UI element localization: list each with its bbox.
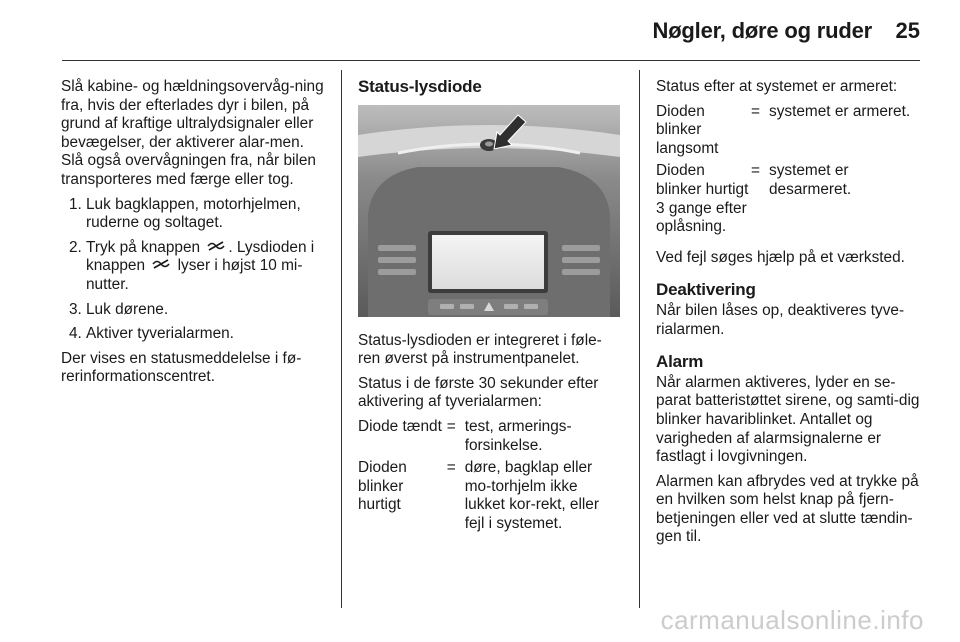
intro-paragraph: Slå kabine- og hældningsovervåg-ning fra, hvis der efterlades dyr i bilen, på grund af kraftige ultralydsignaler eller bevægelser, der aktiverer alar-men. Slå også overvågningen fra, når bilen transporteres med færge eller tog. — [61, 78, 324, 188]
status-table-row — [358, 459, 620, 533]
step-text-pre: Tryk på knappen — [86, 238, 201, 256]
page-number: 25 — [895, 18, 920, 43]
step-number: 2. — [69, 238, 82, 256]
status-key: Dioden blinker hurtigt — [358, 459, 407, 514]
status-key: Dioden blinker hurtigt 3 gange efter oplåsning. — [656, 162, 749, 236]
step-number: 3. — [69, 300, 82, 318]
step-number: 1. — [69, 195, 82, 213]
alarm-paragraph-1: Når alarmen aktiveres, lyder en se-parat batteristøttet sirene, og samti-dig blinker havariblinket. Antallet og varigheden af alarmsignalerne er fastlagt i lovgivningen. — [656, 373, 920, 466]
status-led-paragraph-1: Status-lysdioden er integreret i føle-ren øverst på instrumentpanelet. — [358, 331, 602, 368]
status-equals: = — [751, 162, 760, 180]
list-item — [61, 301, 327, 320]
header-rule — [62, 60, 920, 61]
status-value: systemet er armeret. — [769, 102, 911, 120]
status-table-row — [358, 418, 620, 455]
column-divider-1 — [341, 70, 342, 608]
list-item — [61, 325, 327, 344]
alarm-paragraph-2: Alarmen kan afbrydes ved at trykke på en hvilken som helst knap på fjern-betjeningen eller ved at slutte tændin-gen til. — [656, 472, 919, 546]
status-table-row — [656, 103, 926, 159]
status-key: Diode tændt — [358, 417, 442, 435]
deactivation-heading: Deaktivering — [656, 280, 756, 300]
workshop-paragraph: Ved fejl søges hjælp på et værksted. — [656, 248, 905, 266]
spacer — [656, 241, 926, 249]
status-value: døre, bagklap eller mo-torhjelm ikke lukket kor-rekt, eller fejl i systemet. — [464, 459, 599, 532]
status-equals: = — [446, 459, 456, 477]
step-text: Luk dørene. — [86, 300, 169, 318]
instrument-panel-image — [358, 105, 620, 317]
steps-list — [61, 196, 327, 344]
alarm-heading: Alarm — [656, 352, 704, 372]
column-divider-2 — [639, 70, 640, 608]
status-led-paragraph-2: Status i de første 30 sekunder efter aktivering af tyverialarmen: — [358, 374, 599, 411]
outro-paragraph: Der vises en statusmeddelelse i fø-rerinformationscentret. — [61, 349, 302, 386]
step-number: 4. — [69, 325, 82, 343]
status-equals: = — [751, 102, 760, 120]
instrument-panel-illustration — [358, 105, 620, 317]
status-led-heading: Status-lysdiode — [358, 77, 482, 96]
step-text: Aktiver tyverialarmen. — [86, 325, 234, 343]
status-value: test, armerings-forsinkelse. — [464, 417, 572, 454]
watermark: carmanualsonline.info — [660, 605, 924, 635]
list-item — [61, 196, 327, 233]
status-table-row — [656, 162, 926, 236]
status-key: Dioden blinker langsomt — [656, 102, 719, 157]
step-text-post: lyser i højst 10 mi-nutter. — [86, 257, 303, 293]
page-header-title: Nøgler, døre og ruder — [652, 18, 872, 43]
step-text: Luk bagklappen, motorhjelmen, ruderne og soltaget. — [86, 195, 301, 232]
armed-status-intro: Status efter at systemet er armeret: — [656, 78, 898, 95]
column-2 — [358, 78, 620, 538]
list-item — [61, 239, 327, 295]
step-text-mid: . Lysdioden i knappen — [86, 238, 315, 275]
column-1 — [61, 78, 327, 393]
column-3 — [656, 78, 926, 553]
monitoring-button-icon — [151, 259, 171, 269]
monitoring-button-icon — [206, 241, 226, 251]
status-value: systemet er desarmeret. — [769, 162, 852, 198]
status-equals: = — [446, 417, 456, 435]
deactivation-paragraph: Når bilen låses op, deaktiveres tyve-rialarmen. — [656, 301, 905, 338]
